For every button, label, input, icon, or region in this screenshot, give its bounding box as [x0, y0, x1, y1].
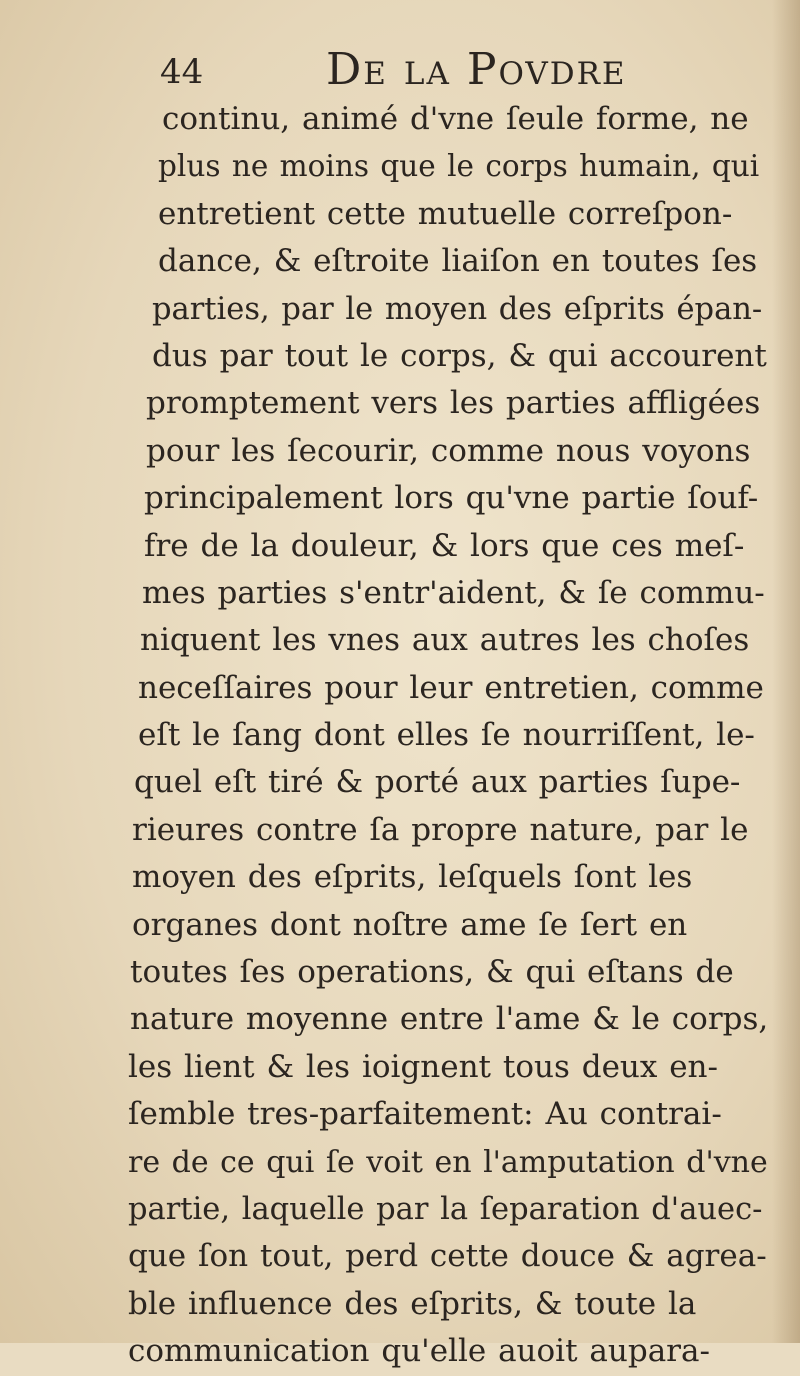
page-number: 44 [160, 52, 204, 92]
text-line: promptement vers les parties affligées [146, 385, 761, 422]
page-header [160, 46, 760, 98]
text-line: pour les ſecourir, comme nous voyons [146, 432, 751, 469]
text-line: ſemble tres-parfaitement: Au contrai- [128, 1096, 722, 1133]
body-text [128, 96, 768, 1376]
text-line: que ſon tout, perd cette douce & agrea- [128, 1238, 767, 1275]
text-line: fre de la douleur, & lors que ces meſ- [144, 527, 745, 564]
text-line: plus ne moins que le corps humain, qui [158, 149, 760, 184]
text-line: re de ce qui ſe voit en l'amputation d'vne [128, 1144, 768, 1180]
text-line: niquent les vnes aux autres les choſes [140, 622, 750, 659]
text-line: ble influence des eſprits, & toute la [128, 1285, 697, 1322]
text-line: principalement lors qu'vne partie ſouf- [144, 480, 759, 517]
text-line: dance, & eſtroite liaiſon en toutes ſes [158, 243, 758, 280]
text-line: neceſſaires pour leur entretien, comme [138, 669, 764, 706]
text-line: eſt le ſang dont elles ſe nourriſſent, le- [138, 717, 755, 754]
text-line: toutes ſes operations, & qui eſtans de [130, 954, 734, 991]
text-line: dus par tout le corps, & qui accourent [152, 337, 767, 374]
text-line: organes dont noſtre ame ſe ſert en [132, 906, 688, 943]
text-line: communication qu'elle auoit aupara- [128, 1333, 710, 1370]
text-line: partie, laquelle par la ſeparation d'auec- [128, 1191, 763, 1227]
text-line: moyen des eſprits, leſquels ſont les [132, 859, 693, 896]
text-line: continu, animé d'vne ſeule forme, ne [162, 101, 749, 137]
text-line: mes parties s'entr'aident, & ſe commu- [142, 574, 765, 611]
text-line: rieures contre ſa propre nature, par le [132, 811, 749, 848]
text-line: parties, par le moyen des eſprits épan- [152, 291, 763, 327]
text-line: quel eſt tiré & porté aux parties ſupe- [134, 764, 741, 801]
text-line: les lient & les ioignent tous deux en- [128, 1048, 718, 1085]
text-line: nature moyenne entre l'ame & le corps, [130, 1001, 769, 1038]
running-title: De la Povdre [326, 44, 627, 95]
text-line: entretient cette mutuelle correſpon- [158, 195, 733, 232]
